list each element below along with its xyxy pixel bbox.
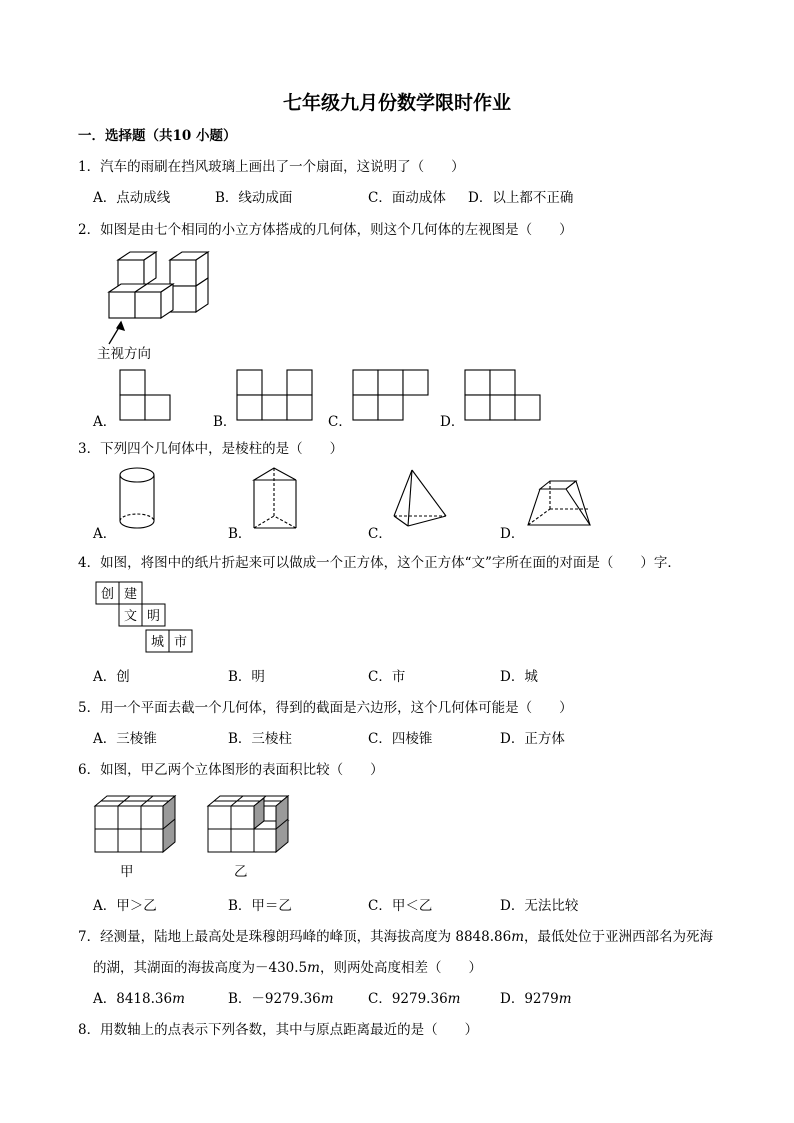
net-face-jian: 建 bbox=[123, 587, 138, 602]
question-7-stem-line1 bbox=[78, 925, 713, 945]
question-6-option-d[interactable]: D．无法比较 bbox=[500, 898, 579, 914]
question-3-option-c[interactable]: C． bbox=[368, 526, 392, 542]
q7-option-a-unit: m bbox=[172, 991, 185, 1007]
triangular-prism-icon[interactable] bbox=[250, 466, 310, 534]
question-2-stem: 2．如图是由七个相同的小立方体搭成的几何体，则这个几何体的左视图是（ ） bbox=[78, 222, 573, 238]
question-6-label-yi: 乙 bbox=[234, 864, 248, 880]
question-2-option-c[interactable]: C． bbox=[328, 414, 352, 430]
question-6-figure-jia bbox=[93, 792, 179, 854]
question-3-option-d[interactable]: D． bbox=[500, 526, 525, 542]
question-2-option-d[interactable]: D． bbox=[440, 414, 465, 430]
question-6-option-a[interactable]: A．甲＞乙 bbox=[93, 898, 157, 914]
q7-option-a-text: A．8418.36 bbox=[93, 991, 173, 1007]
question-5-option-b[interactable]: B．三棱柱 bbox=[228, 731, 292, 747]
question-6-option-b[interactable]: B．甲＝乙 bbox=[228, 898, 292, 914]
question-6-option-c[interactable]: C．甲＜乙 bbox=[368, 898, 433, 914]
net-face-wen: 文 bbox=[123, 609, 138, 624]
question-2-option-a[interactable]: A． bbox=[93, 414, 117, 430]
q7-option-d-unit: m bbox=[558, 991, 572, 1007]
question-2-option-b-figure[interactable] bbox=[237, 370, 315, 422]
net-face-shi: 市 bbox=[173, 635, 188, 650]
question-4-option-b[interactable]: B．明 bbox=[228, 669, 265, 685]
q7-option-c-text: C．9279.36 bbox=[368, 991, 448, 1007]
question-8-stem: 8．用数轴上的点表示下列各数，其中与原点距离最近的是（ ） bbox=[78, 1022, 479, 1038]
question-2-option-a-figure[interactable] bbox=[120, 370, 172, 422]
net-face-chuang: 创 bbox=[100, 587, 115, 602]
question-1-stem: 1．汽车的雨刷在挡风玻璃上画出了一个扇面，这说明了（ ） bbox=[78, 159, 465, 175]
question-2-option-b[interactable]: B． bbox=[213, 414, 237, 430]
question-6-label-jia: 甲 bbox=[120, 864, 134, 880]
question-4-option-c[interactable]: C．市 bbox=[368, 669, 406, 685]
question-5-option-a[interactable]: A．三棱锥 bbox=[93, 731, 157, 747]
question-3-stem: 3．下列四个几何体中，是棱柱的是（ ） bbox=[78, 441, 344, 457]
question-1-option-d[interactable]: D．以上都不正确 bbox=[468, 190, 574, 206]
question-6-stem: 6．如图，甲乙两个立体图形的表面积比较（ ） bbox=[78, 762, 384, 778]
q7-line2-text-b: ，则两处高度相差（ ） bbox=[319, 960, 482, 976]
q7-option-b-text: B．－9279.36 bbox=[228, 991, 321, 1007]
question-1-option-a[interactable]: A．点动成线 bbox=[93, 190, 171, 206]
q7-line2-unit: m bbox=[307, 960, 320, 976]
question-4-option-a[interactable]: A．创 bbox=[93, 669, 130, 685]
page-title: 七年级九月份数学限时作业 bbox=[282, 92, 511, 114]
q7-line1-text-a: 7．经测量，陆地上最高处是珠穆朗玛峰的峰顶，其海拔高度为 8848.86 bbox=[78, 929, 512, 945]
question-7-option-b[interactable] bbox=[228, 987, 334, 1007]
frustum-icon[interactable] bbox=[524, 475, 594, 535]
q7-line1-unit: m bbox=[511, 929, 525, 945]
question-5-option-c[interactable]: C．四棱锥 bbox=[368, 731, 433, 747]
question-2-option-d-figure[interactable] bbox=[465, 370, 543, 422]
section-heading: 一．选择题（共10 小题） bbox=[78, 128, 237, 144]
cylinder-icon[interactable] bbox=[118, 466, 158, 532]
question-5-option-d[interactable]: D．正方体 bbox=[500, 731, 565, 747]
q7-option-c-unit: m bbox=[447, 991, 461, 1007]
question-1-option-c[interactable]: C．面动成体 bbox=[368, 190, 446, 206]
pyramid-icon[interactable] bbox=[392, 468, 452, 534]
question-7-option-c[interactable] bbox=[368, 987, 460, 1007]
question-4-stem: 4．如图，将图中的纸片折起来可以做成一个正方体，这个正方体“文”字所在面的对面是（ ）字． bbox=[78, 555, 681, 571]
net-face-cheng: 城 bbox=[150, 635, 165, 650]
q7-option-d-text: D．9279 bbox=[500, 991, 559, 1007]
q7-option-b-unit: m bbox=[320, 991, 334, 1007]
question-7-stem-line2 bbox=[93, 956, 482, 976]
question-7-option-d[interactable] bbox=[500, 987, 572, 1007]
q7-line1-text-b: ，最低处位于亚洲西部名为死海 bbox=[524, 929, 714, 945]
question-4-cube-net bbox=[96, 582, 196, 656]
question-6-figure-yi bbox=[206, 792, 292, 854]
question-2-view-direction-label: 主视方向 bbox=[97, 346, 151, 362]
question-7-option-a[interactable] bbox=[93, 987, 185, 1007]
question-3-option-a[interactable]: A． bbox=[93, 526, 117, 542]
q7-line2-text-a: 的湖，其湖面的海拔高度为－430.5 bbox=[93, 960, 308, 976]
question-1-option-b[interactable]: B．线动成面 bbox=[215, 190, 293, 206]
net-face-ming: 明 bbox=[146, 609, 161, 624]
question-2-option-c-figure[interactable] bbox=[353, 370, 431, 422]
question-4-option-d[interactable]: D．城 bbox=[500, 669, 538, 685]
question-3-option-b[interactable]: B． bbox=[228, 526, 252, 542]
question-5-stem: 5．用一个平面去截一个几何体，得到的截面是六边形，这个几何体可能是（ ） bbox=[78, 700, 573, 716]
